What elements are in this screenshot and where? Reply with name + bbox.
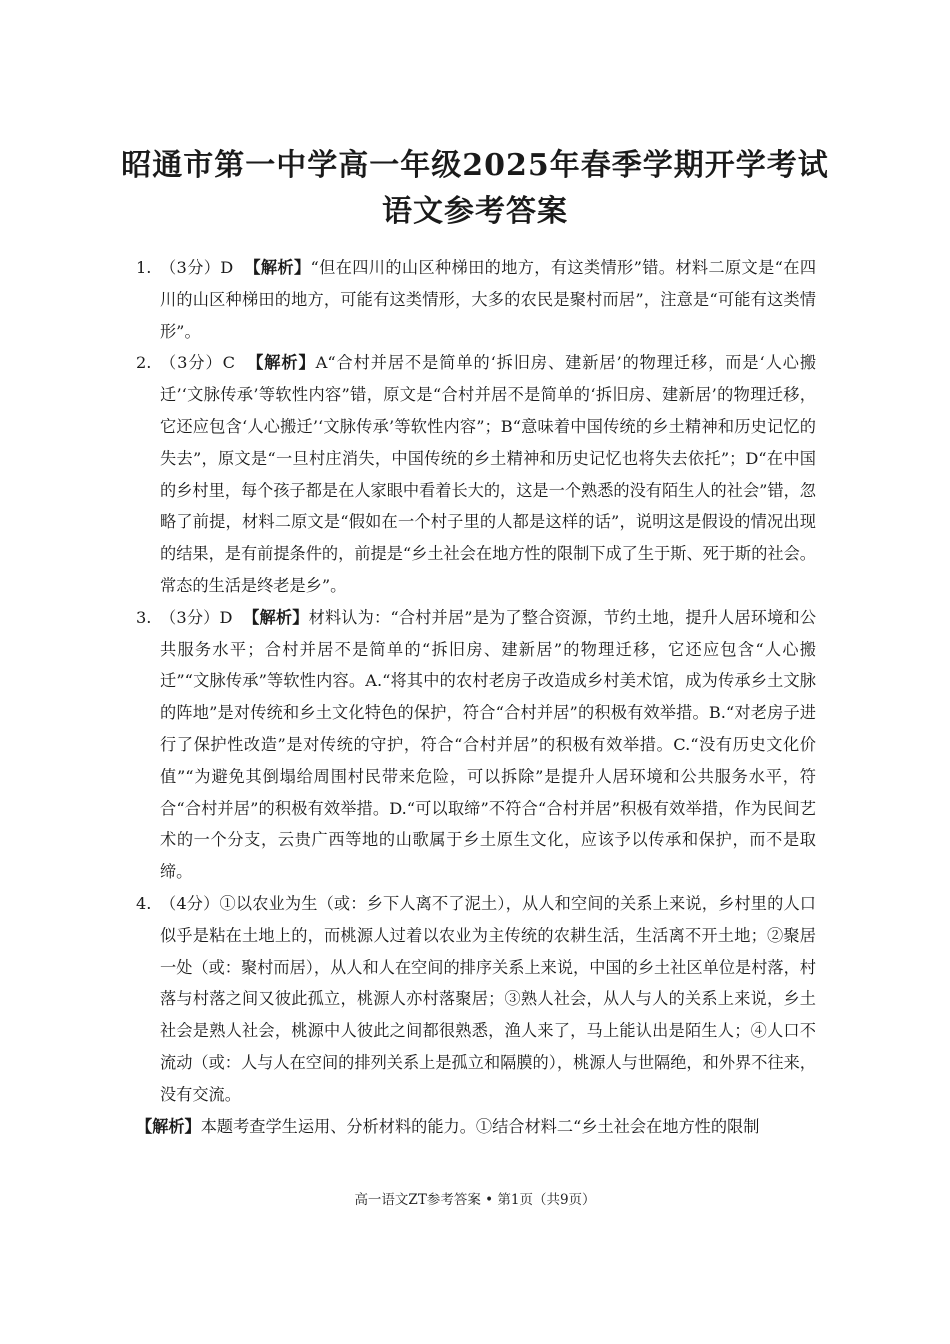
item-score: （3分）D <box>160 607 233 627</box>
item-score: （4分） <box>160 893 220 913</box>
analysis-tag: 【解析】 <box>243 607 309 627</box>
analysis-tag: 【解析】 <box>247 353 316 373</box>
item-score: （3分）C <box>160 353 235 373</box>
item-number: 4. <box>136 893 152 913</box>
page-footer: 高一语文ZT参考答案 • 第1页（共9页） <box>354 1192 596 1208</box>
item-number: 1. <box>136 258 152 277</box>
item-number: 3. <box>136 607 152 627</box>
answer-item-4 <box>136 888 816 1111</box>
analysis-text: 本题考查学生运用、分析材料的能力。①结合材料二“乡土社会在地方性的限制 <box>200 1116 760 1136</box>
document-subtitle: 语文参考答案 <box>382 194 568 229</box>
document-title: 昭通市第一中学高一年级2025年春季学期开学考试 <box>121 148 829 183</box>
answer-item-1 <box>136 252 816 347</box>
answer-item-3 <box>136 602 816 888</box>
item-text: ①以农业为生（或：乡下人离不了泥土），从人和空间的关系上来说，乡村里的人口似乎是粘在土地上的，而桃源人过着以农业为主传统的农耕生活，生活离不开土地；②聚居一处（或：聚村而居），从人和人在空间的排序关系上来说，中国的乡土社区单位是村落，村落与村落之间又彼此孤立，桃源人亦村落聚居；③熟人社会，从人与人的关系上来说，乡土社会是熟人社会，桃源中人彼此之间都很熟悉，渔人来了，马上能认出是陌生人；④人口不流动（或：人与人在空间的排列关系上是孤立和隔膜的），桃源人与世隔绝，和外界不往来，没有交流。 <box>160 893 816 1104</box>
answer-item-2 <box>136 347 816 601</box>
item-score: （3分）D <box>160 258 234 277</box>
item-text: A“合村并居不是简单的‘拆旧房、建新居’的物理迁移，而是‘人心搬迁’‘文脉传承’等软性内容”错，原文是“合村并居不是简单的‘拆旧房、建新居’的物理迁移，它还应包含‘人心搬迁’‘文脉传承’等软性内容”；B“意味着中国传统的乡土精神和历史记忆的失去”，原文是“一旦村庄消失，中国传统的乡土精神和历史记忆也将失去依托”；D“在中国的乡村里，每个孩子都是在人家眼中看着长大的，这是一个熟悉的没有陌生人的社会”错，忽略了前提，材料二原文是“假如在一个村子里的人都是这样的话”，说明这是假设的情况出现的结果，是有前提条件的，前提是“乡土社会在地方性的限制下成了生于斯、死于斯的社会。常态的生活是终老是乡”。 <box>160 353 817 595</box>
item-text: “但在四川的山区种梯田的地方，有这类情形”错。材料二原文是“在四川的山区种梯田的地方，可能有这类情形，大多的农民是聚村而居”，注意是“可能有这类情形”。 <box>160 258 817 341</box>
analysis-tag: 【解析】 <box>244 258 311 277</box>
item-number: 2. <box>136 353 152 373</box>
item-text: 材料认为：“合村并居”是为了整合资源，节约土地，提升人居环境和公共服务水平；合村并居不是简单的“拆旧房、建新居”的物理迁移，它还应包含“人心搬迁”“文脉传承”等软性内容。A.“将其中的农村老房子改造成乡村美术馆，成为传承乡土文脉的阵地”是对传统和乡土文化特色的保护，符合“合村并居”的积极有效举措。B.“对老房子进行了保护性改造”是对传统的守护，符合“合村并居”的积极有效举措。C.“没有历史文化价值”“为避免其倒塌给周围村民带来危险，可以拆除”是提升人居环境和公共服务水平，符合“合村并居”的积极有效举措。D.“可以取缔”不符合“合村并居”积极有效举措，作为民间艺术的一个分支，云贵广西等地的山歌属于乡土原生文化，应该予以传承和保护，而不是取缔。 <box>160 607 817 882</box>
analysis-tag: 【解析】 <box>136 1116 201 1136</box>
answer-body <box>136 252 816 1142</box>
item-4-analysis <box>136 1111 816 1143</box>
